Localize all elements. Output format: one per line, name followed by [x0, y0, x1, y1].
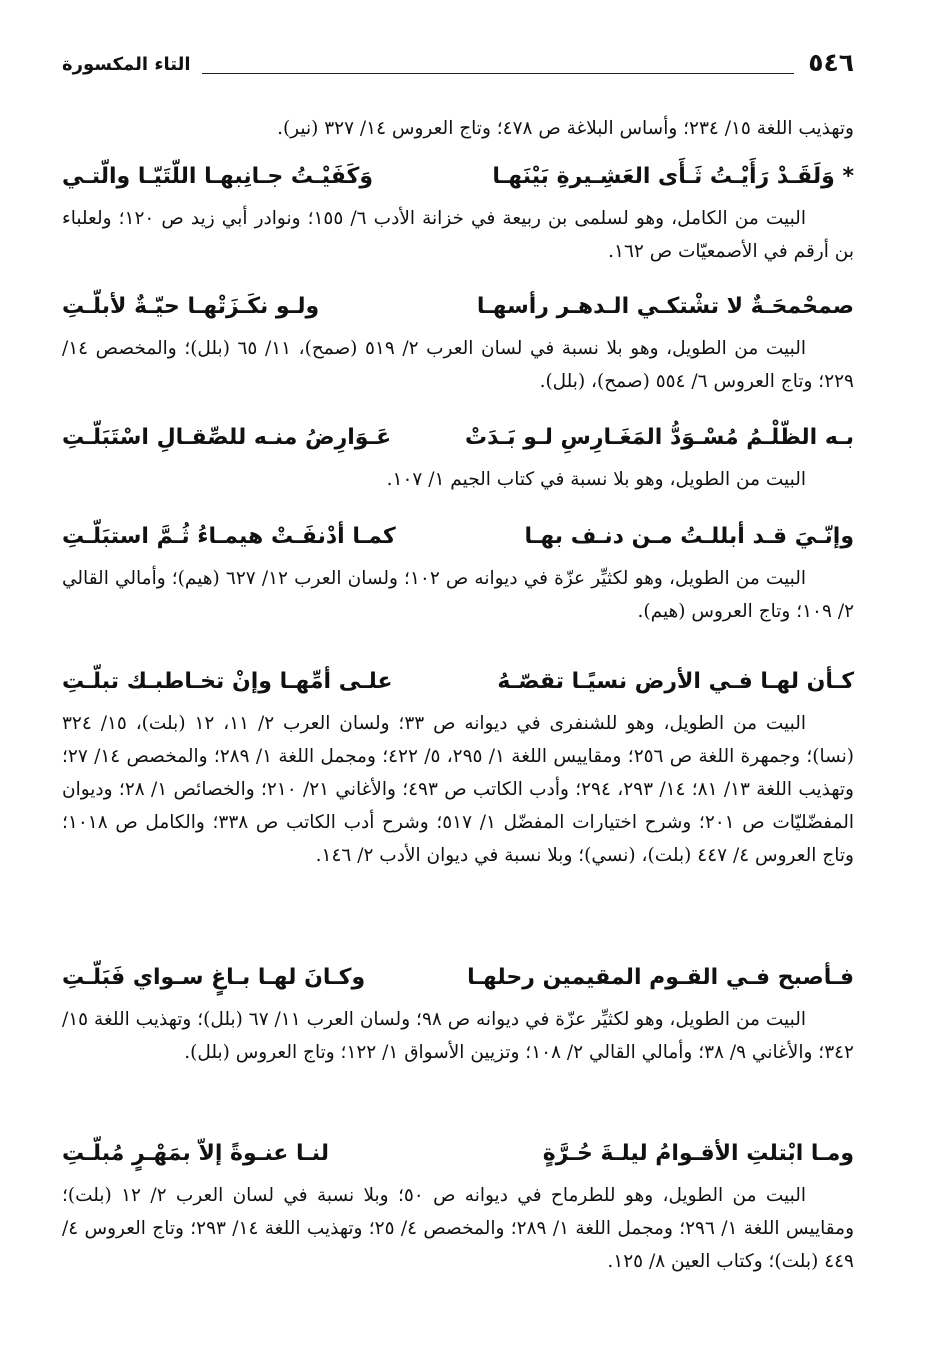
verse-second-hemistich: عَـوَارِضُ منـه للصِّقـالِ اسْتَبَلّـتِ [62, 424, 392, 450]
verse-first-hemistich: وإنّـيَ قـد أبللـتُ مـن دنـف بهـا [524, 523, 854, 549]
verse-note: البيت من الطويل، وهو لكثيِّر عزّة في ديوانه ص ٩٨؛ ولسان العرب ١١/ ٦٧ (بلل)؛ وتهذيب اللغة ١٥/ ٣٤٢؛ والأغاني ٩/ ٣٨؛ وأمالي القالي ٢/ ١٠٨؛ وتزيين الأسواق ١/ ١٢٢؛ وتاج العروس (بلل). [62, 1009, 854, 1063]
verse-second-hemistich: كمـا أدْنفَـتْ هيمـاءُ ثُـمَّ استبَلّـتِ [62, 523, 396, 549]
verse-note: البيت من الطويل، وهو بلا نسبة في كتاب الجيم ١/ ١٠٧. [386, 469, 806, 490]
verse-note: البيت من الطويل، وهو للطرماح في ديوانه ص ٥٠؛ وبلا نسبة في لسان العرب ٢/ ١٢ (بلت)؛ ومقاييس اللغة ١/ ٢٩٦؛ ومجمل اللغة ١/ ٢٨٩؛ والمخصص ٤/ ٢٥؛ وتهذيب اللغة ١٤/ ٢٩٣؛ وتاج العروس ٤/ ٤٤٩ (بلت)؛ وكتاب العين ٨/ ١٢٥. [62, 1185, 854, 1272]
verse-line [62, 951, 854, 1003]
page-number: ٥٤٦ [808, 48, 854, 77]
verse-second-hemistich: علـى أمِّهـا وإنْ تخـاطبـك تبلّـتِ [62, 668, 393, 694]
verse-first-hemistich: بـه الظّلْـمُ مُسْـوَدُّ المَغَـارِسِ لـو بَـدَتْ [465, 424, 854, 450]
verse-line [62, 411, 854, 463]
verse-entry [62, 951, 854, 1069]
verse-line [62, 655, 854, 707]
verse-note: البيت من الطويل، وهو لكثيِّر عزّة في ديوانه ص ١٠٢؛ ولسان العرب ١٢/ ٦٢٧ (هيم)؛ وأمالي القالي ٢/ ١٠٩؛ وتاج العروس (هيم). [62, 568, 854, 622]
verse-first-hemistich: كـأن لهـا فـي الأرض نسيًـا تقصّـهُ [497, 668, 854, 694]
verse-line [62, 510, 854, 562]
verse-entry [62, 1127, 854, 1278]
verse-entry [62, 510, 854, 628]
intro-paragraph [62, 112, 854, 145]
verse-second-hemistich: وكـانَ لهـا بـاغٍ سـواي فَبَلّـتِ [62, 964, 366, 990]
verse-first-hemistich: فـأصبح فـي القـوم المقيمين رحلهـا [467, 964, 854, 990]
verse-note: البيت من الطويل، وهو بلا نسبة في لسان العرب ٢/ ٥١٩ (صمح)، ١١/ ٦٥ (بلل)؛ والمخصص ١٤/ ٢٢٩؛ وتاج العروس ٦/ ٥٥٤ (صمح)، (بلل). [62, 338, 854, 392]
header-rule [202, 73, 794, 74]
verse-entry [62, 280, 854, 398]
verse-entry [62, 150, 854, 268]
verse-line [62, 150, 854, 202]
verse-entry [62, 655, 854, 872]
verse-second-hemistich: لنـا عنـوةً إلاّ بمَهْـرٍ مُبلّـتِ [62, 1140, 330, 1166]
verse-second-hemistich: وَكَفَيْـتُ جـانِبهـا اللّتَيّـا والّتـي [62, 163, 374, 189]
verse-line [62, 1127, 854, 1179]
verse-entry [62, 411, 854, 496]
verse-first-hemistich: * وَلَقَـدْ رَأَيْـتُ ثَـأَى العَشِـيرةِ بَيْنَهـا [492, 163, 854, 189]
intro-line: وتهذيب اللغة ١٥/ ٢٣٤؛ وأساس البلاغة ص ٤٧٨؛ وتاج العروس ١٤/ ٣٢٧ (نير). [277, 118, 854, 139]
running-title: التاء المكسورة [62, 54, 191, 75]
verse-second-hemistich: ولـو نكَـزَتْهـا حيّـةٌ لأبلّـتِ [62, 293, 320, 319]
verse-note: البيت من الطويل، وهو للشنفرى في ديوانه ص ٣٣؛ ولسان العرب ٢/ ١١، ١٢ (بلت)، ١٥/ ٣٢٤ (نسا)؛ وجمهرة اللغة ص ٢٥٦؛ ومقاييس اللغة ١/ ٢٩٥، ٥/ ٤٢٢؛ ومجمل اللغة ١/ ٢٨٩؛ والمخصص ١٤/ ٢٧؛ وتهذيب اللغة ١٣/ ٨١؛ ١٤/ ٢٩٣، ٢٩٤؛ وأدب الكاتب ص ٤٩٣؛ والأغاني ٢١/ ٢١٠؛ والخصائص ١/ ٢٨؛ وديوان المفضّليّات ص ٢٠١؛ وشرح اختيارات المفضّل ١/ ٥١٧؛ وشرح أدب الكاتب ص ٣٣٨؛ والكامل ص ١٠١٨؛ وتاج العروس ٤/ ٤٤٧ (بلت)، (نسي)؛ وبلا نسبة في ديوان الأدب ٢/ ١٤٦. [62, 713, 854, 866]
verse-note: البيت من الكامل، وهو لسلمى بن ربيعة في خزانة الأدب ٦/ ١٥٥؛ ونوادر أبي زيد ص ١٢٠؛ ولعلباء بن أرقم في الأصمعيّات ص ١٦٢. [62, 208, 854, 262]
verse-line [62, 280, 854, 332]
verse-first-hemistich: صمحْمحَـةٌ لا تشْتكـي الـدهـر رأسهـا [476, 293, 854, 319]
page-header [62, 48, 854, 88]
verse-first-hemistich: ومـا ابْتلتِ الأقـوامُ ليلـةَ حُـرَّةٍ [542, 1140, 854, 1166]
